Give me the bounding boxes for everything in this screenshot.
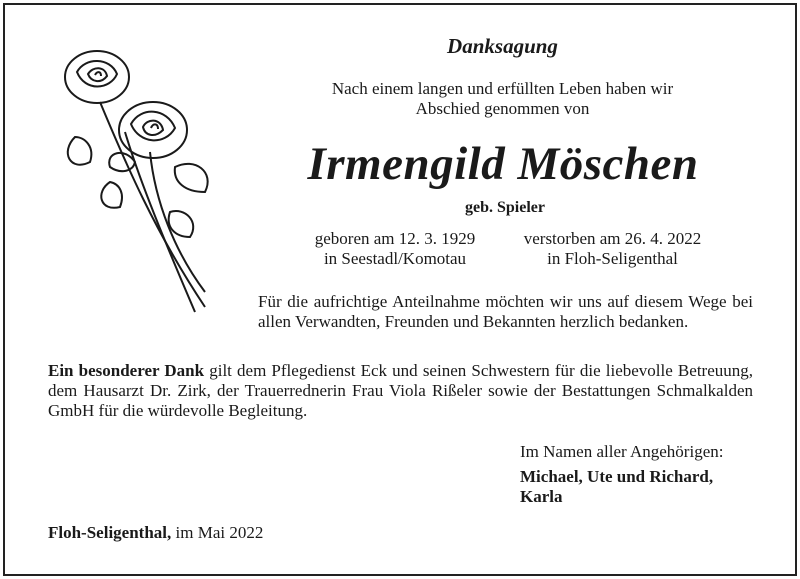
death-info <box>505 229 720 269</box>
intro-text <box>300 79 705 119</box>
death-place: in Floh-Seligenthal <box>547 249 678 268</box>
signoff: Im Namen aller Angehörigen: <box>520 442 724 461</box>
signers <box>520 467 760 507</box>
place: Floh-Seligenthal, <box>48 523 172 542</box>
intro-line-1: Nach einem langen und erfüllten Leben haben wir <box>331 79 674 98</box>
special-thanks-label: Ein besonderer Dank <box>48 361 205 380</box>
special-thanks-paragraph <box>48 361 753 421</box>
roses-illustration <box>55 42 225 322</box>
date: im Mai 2022 <box>171 523 264 542</box>
special-thanks-text: gilt dem Pflegedienst Eck und seinen Schwestern für die liebevolle Betreuung, dem Hausarzt Dr. Zirk, der Trauerrednerin Frau Viola Rißeler sowie der Bestattungen Schmalkalden GmbH für die würdevolle Begleitung. <box>48 361 753 420</box>
birth-date: geboren am 12. 3. 1929 <box>314 229 476 248</box>
place-date <box>48 523 448 543</box>
deceased-name: Irmengild Möschen <box>307 138 699 190</box>
thanks-paragraph: Für die aufrichtige Anteilnahme möchten wir uns auf diesem Wege bei allen Verwandten, Freunden und Bekannten herzlich bedanken. <box>258 292 753 331</box>
birth-place: in Seestadl/Komotau <box>323 249 467 268</box>
signers-line-1: Michael, Ute und Richard, <box>520 467 714 486</box>
maiden-name: geb. Spieler <box>465 199 545 216</box>
death-date: verstorben am 26. 4. 2022 <box>523 229 702 248</box>
birth-info <box>285 229 505 269</box>
intro-line-2: Abschied genommen von <box>415 99 590 118</box>
signers-line-2: Karla <box>520 487 563 506</box>
heading: Danksagung <box>447 34 558 58</box>
